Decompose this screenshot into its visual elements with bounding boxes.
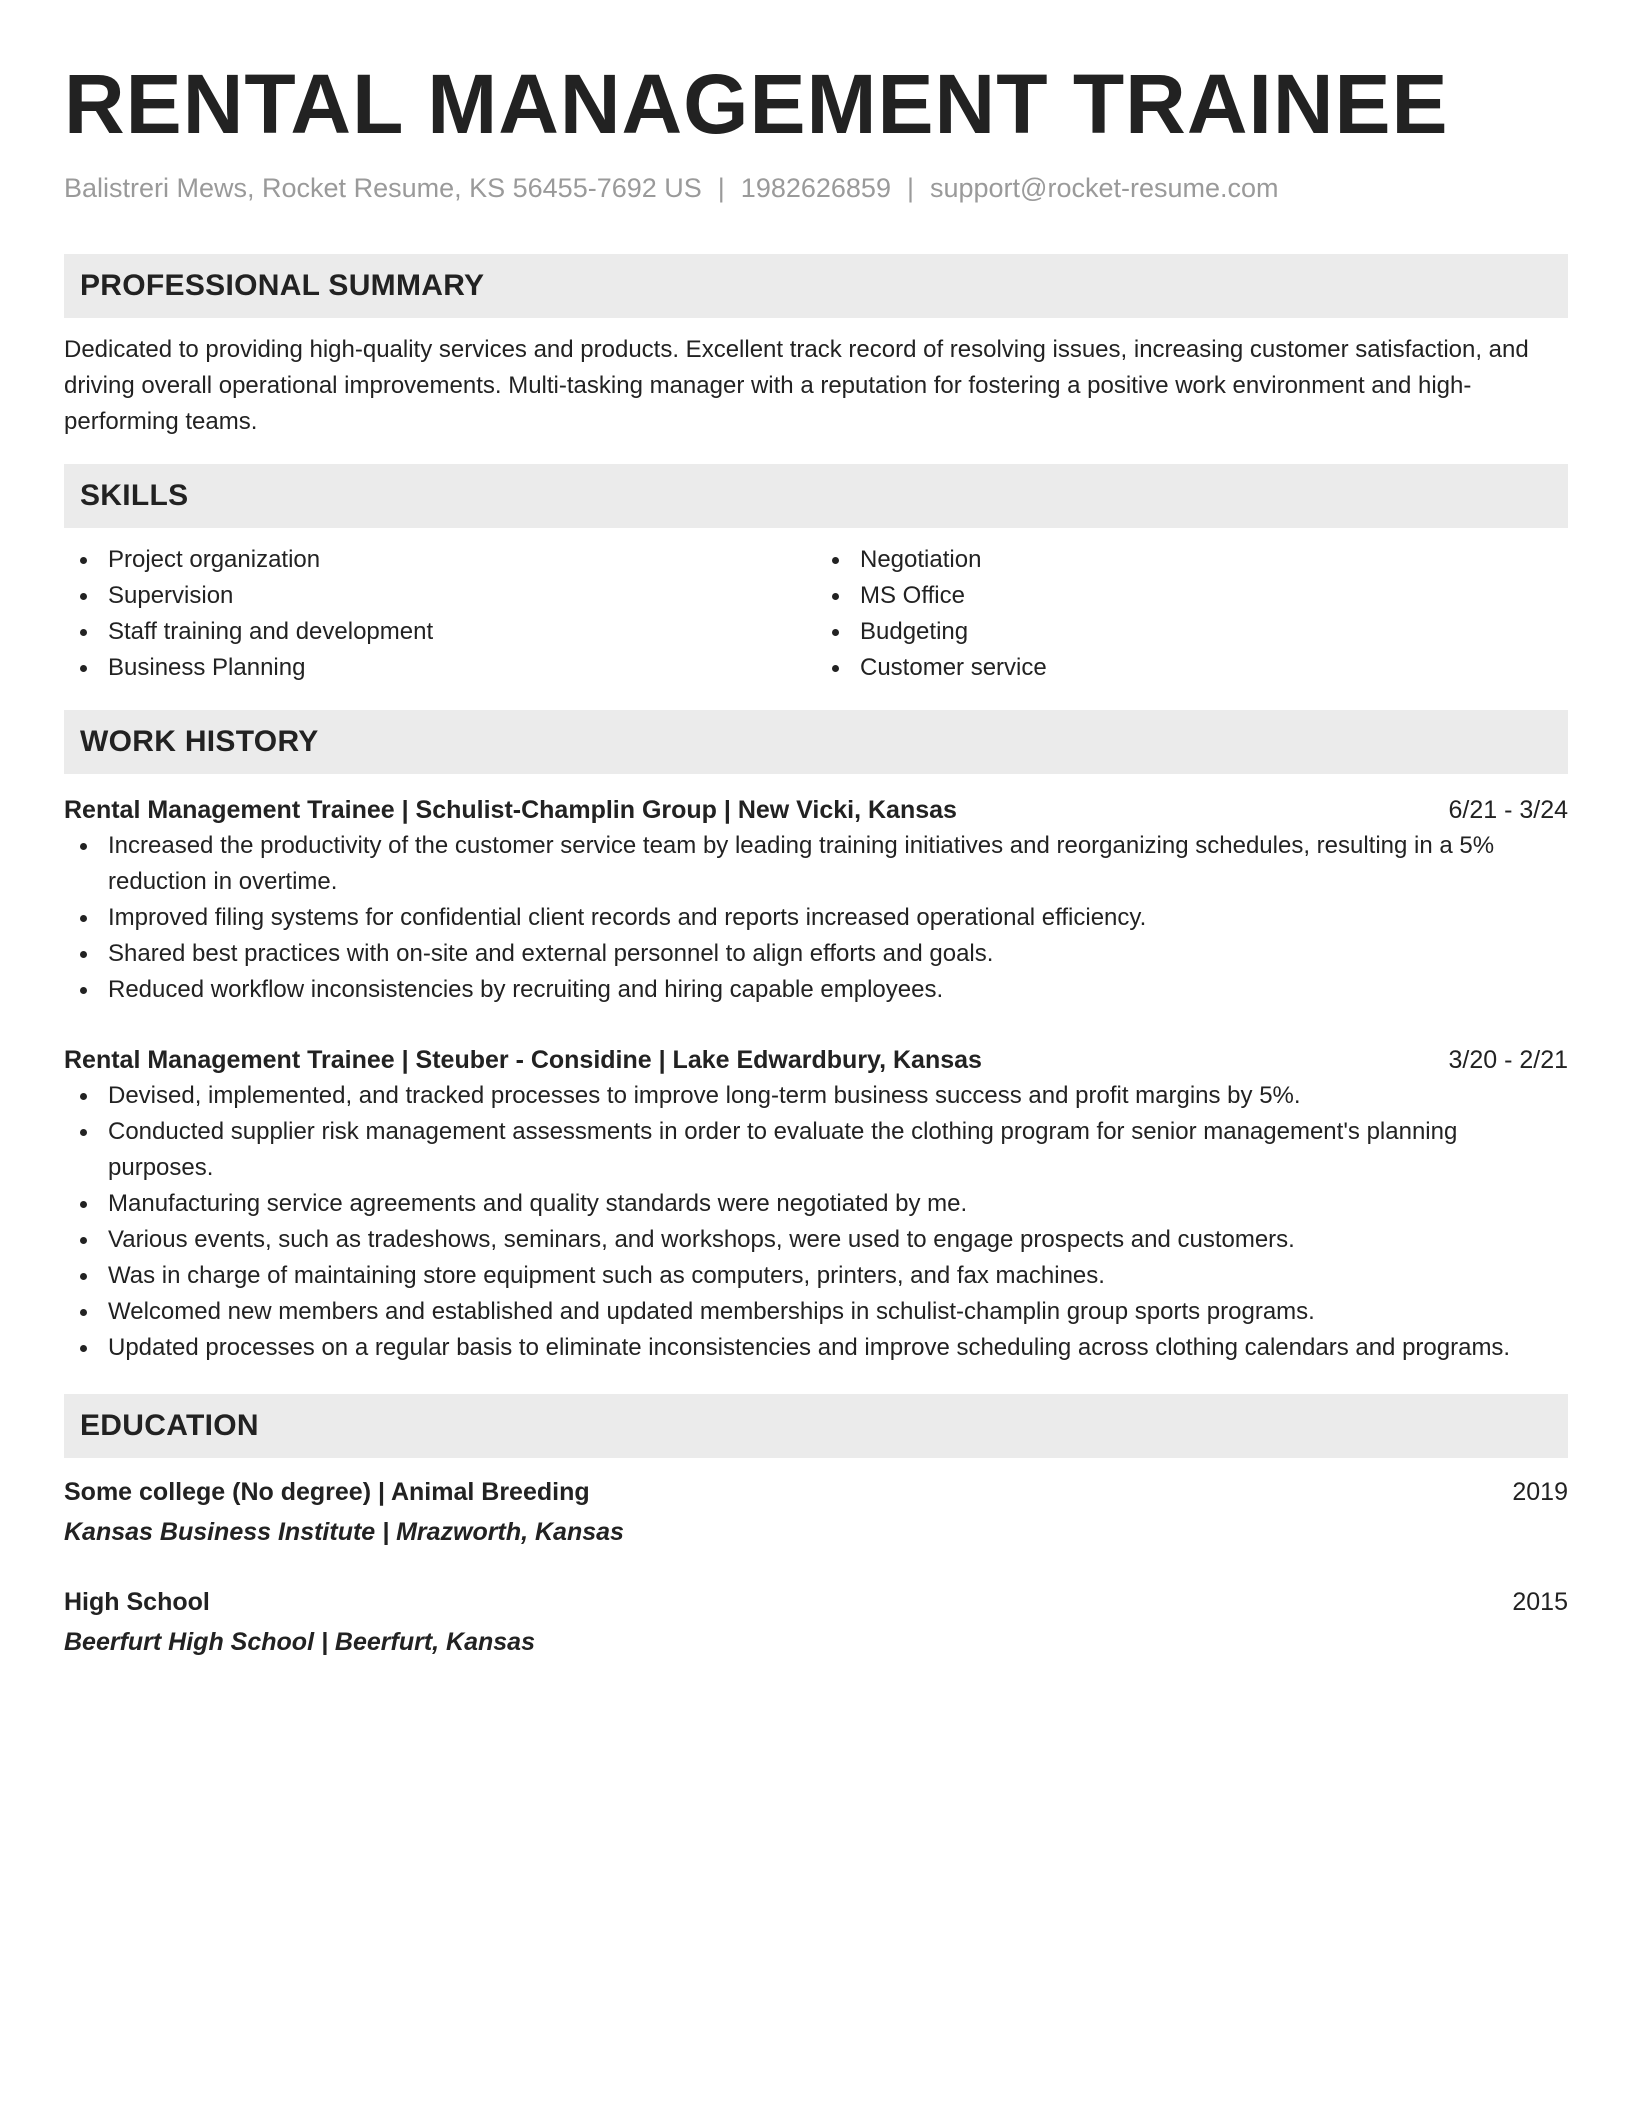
job-bullet: Various events, such as tradeshows, seminars, and workshops, were used to engage prospects and customers.	[64, 1222, 1568, 1258]
job-bullet: Devised, implemented, and tracked processes to improve long-term business success and profit margins by 5%.	[64, 1078, 1568, 1114]
job-bullet: Improved filing systems for confidential client records and reports increased operational efficiency.	[64, 900, 1568, 936]
skill-item: Budgeting	[816, 614, 1568, 650]
education-header	[64, 1584, 1568, 1620]
job-bullet: Shared best practices with on-site and external personnel to align efforts and goals.	[64, 936, 1568, 972]
skills-column-left	[64, 542, 816, 686]
job-bullet-list	[64, 1078, 1568, 1366]
resume-title: RENTAL MANAGEMENT TRAINEE	[64, 57, 1449, 151]
skill-item: Project organization	[64, 542, 816, 578]
education-degree: High School	[64, 1588, 210, 1616]
contact-phone: 1982626859	[740, 173, 891, 203]
contact-separator: |	[717, 173, 725, 203]
skill-item: Customer service	[816, 650, 1568, 686]
summary-heading: PROFESSIONAL SUMMARY	[64, 254, 1568, 318]
education-entry	[64, 1474, 1568, 1550]
job-bullet: Was in charge of maintaining store equipment such as computers, printers, and fax machines.	[64, 1258, 1568, 1294]
job-bullet: Updated processes on a regular basis to eliminate inconsistencies and improve scheduling across clothing calendars and programs.	[64, 1330, 1568, 1366]
job-bullet: Conducted supplier risk management assessments in order to evaluate the clothing program for senior management's planning purposes.	[64, 1114, 1568, 1186]
job-header	[64, 1042, 1568, 1078]
education-degree: Some college (No degree) | Animal Breeding	[64, 1478, 590, 1506]
education-entry	[64, 1584, 1568, 1660]
job-dates: 6/21 - 3/24	[1448, 796, 1568, 824]
job-title: Rental Management Trainee | Steuber - Considine | Lake Edwardbury, Kansas	[64, 1046, 982, 1074]
skill-item: Business Planning	[64, 650, 816, 686]
contact-line	[64, 170, 1568, 206]
skill-item: Staff training and development	[64, 614, 816, 650]
skills-column-right	[816, 542, 1568, 686]
job-entry	[64, 1042, 1568, 1366]
skill-item: Supervision	[64, 578, 816, 614]
skill-item: Negotiation	[816, 542, 1568, 578]
education-school: Beerfurt High School | Beerfurt, Kansas	[64, 1628, 535, 1656]
summary-text: Dedicated to providing high-quality services and products. Excellent track record of resolving issues, increasing customer satisfaction, and driving overall operational improvements. Multi-tasking manager with a reputation for fostering a positive work environment and high-performing teams.	[64, 336, 1529, 435]
job-entry	[64, 792, 1568, 1008]
job-bullet: Manufacturing service agreements and quality standards were negotiated by me.	[64, 1186, 1568, 1222]
job-title: Rental Management Trainee | Schulist-Champlin Group | New Vicki, Kansas	[64, 796, 957, 824]
job-header	[64, 792, 1568, 828]
education-year: 2015	[1512, 1588, 1568, 1616]
job-dates: 3/20 - 2/21	[1448, 1046, 1568, 1074]
job-bullet: Welcomed new members and established and updated memberships in schulist-champlin group sports programs.	[64, 1294, 1568, 1330]
education-heading: EDUCATION	[64, 1394, 1568, 1458]
contact-email: support@rocket-resume.com	[929, 173, 1279, 203]
skills-heading: SKILLS	[64, 464, 1568, 528]
education-year: 2019	[1512, 1478, 1568, 1506]
education-school: Kansas Business Institute | Mrazworth, Kansas	[64, 1518, 624, 1546]
education-header	[64, 1474, 1568, 1510]
skills-list	[64, 542, 1568, 686]
work-history-heading: WORK HISTORY	[64, 710, 1568, 774]
skill-item: MS Office	[816, 578, 1568, 614]
job-bullet-list	[64, 828, 1568, 1008]
job-bullet: Increased the productivity of the customer service team by leading training initiatives and reorganizing schedules, resulting in a 5% reduction in overtime.	[64, 828, 1568, 900]
job-bullet: Reduced workflow inconsistencies by recruiting and hiring capable employees.	[64, 972, 1568, 1008]
contact-address: Balistreri Mews, Rocket Resume, KS 56455-7692 US	[64, 173, 702, 203]
contact-separator: |	[906, 173, 914, 203]
